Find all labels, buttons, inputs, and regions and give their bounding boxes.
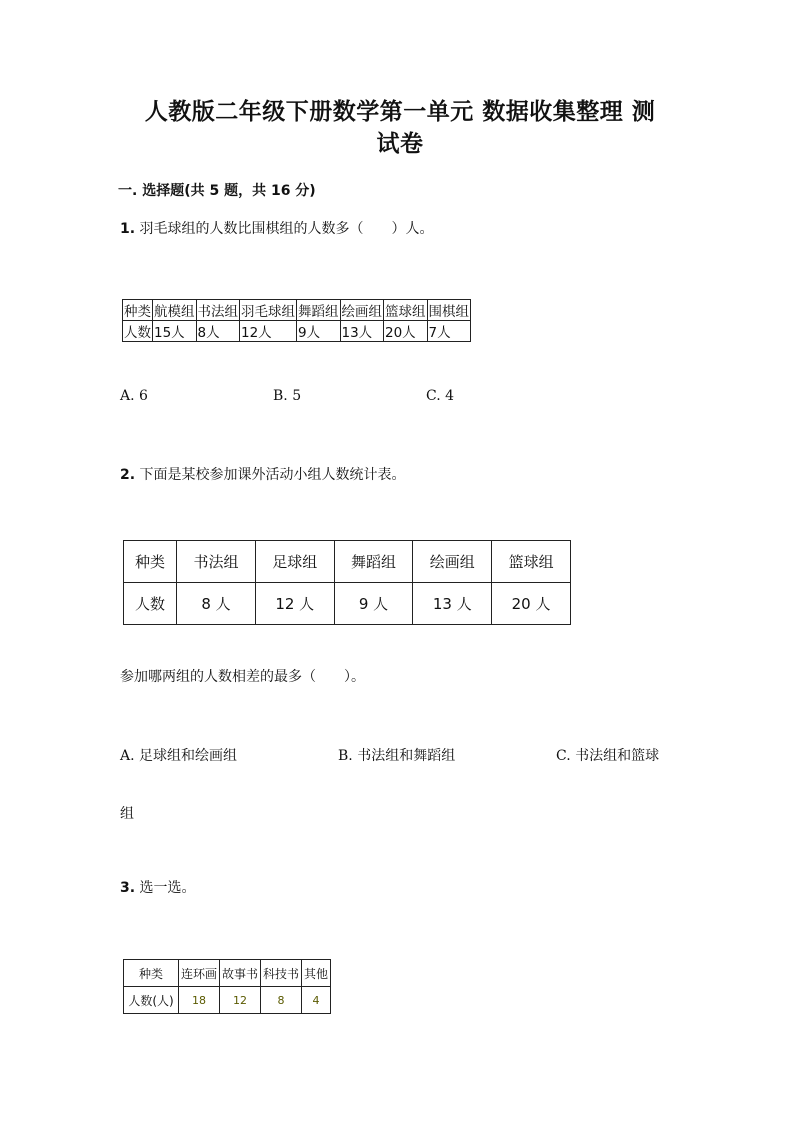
table-cell: 人数 <box>124 583 177 625</box>
title-line-1: 人教版二年级下册数学第一单元 数据收集整理 测 <box>144 99 656 125</box>
table-cell: 科技书 <box>261 960 302 987</box>
section-heading: 一. 选择题(共 5 题，共 16 分) <box>118 183 316 199</box>
table-cell: 围棋组 <box>427 300 471 321</box>
question-1-option-b[interactable]: B. 5 <box>273 388 302 404</box>
table-cell: 12人 <box>240 321 297 342</box>
question-1 <box>120 219 434 239</box>
table-header-row <box>124 960 331 987</box>
table-cell: 绘画组 <box>340 300 384 321</box>
table-cell: 故事书 <box>220 960 261 987</box>
page-title <box>100 96 700 160</box>
table-cell: 8 人 <box>177 583 256 625</box>
table-cell: 航模组 <box>153 300 197 321</box>
question-3 <box>120 878 196 898</box>
table-row <box>124 987 331 1014</box>
question-1-option-c[interactable]: C. 4 <box>426 388 455 404</box>
table-cell: 人数(人) <box>124 987 179 1014</box>
table-cell: 舞蹈组 <box>297 300 341 321</box>
table-cell: 种类 <box>124 960 179 987</box>
table-cell: 8人 <box>196 321 240 342</box>
table-cell: 篮球组 <box>492 541 571 583</box>
question-1-text: 羽毛球组的人数比围棋组的人数多（ ）人。 <box>139 221 434 237</box>
table-row <box>123 321 471 342</box>
question-3-text: 选一选。 <box>139 880 196 896</box>
table-cell: 其他 <box>302 960 331 987</box>
question-1-table <box>122 299 471 342</box>
table-cell: 9人 <box>297 321 341 342</box>
question-2-option-c[interactable]: C. 书法组和篮球 <box>556 748 660 764</box>
question-3-number: 3. <box>120 880 136 896</box>
table-cell: 12 人 <box>255 583 334 625</box>
table-cell: 8 <box>261 987 302 1014</box>
question-2-number: 2. <box>120 467 136 483</box>
table-cell: 书法组 <box>196 300 240 321</box>
table-cell: 18 <box>179 987 220 1014</box>
table-cell: 4 <box>302 987 331 1014</box>
table-cell: 13 人 <box>413 583 492 625</box>
title-line-2: 试卷 <box>376 131 424 157</box>
question-2-option-c-wrap: 组 <box>120 806 134 822</box>
table-cell: 羽毛球组 <box>240 300 297 321</box>
table-cell: 20人 <box>384 321 428 342</box>
table-cell: 种类 <box>124 541 177 583</box>
table-cell: 连环画 <box>179 960 220 987</box>
question-2-text: 下面是某校参加课外活动小组人数统计表。 <box>139 467 406 483</box>
question-2-table <box>123 540 571 625</box>
question-1-option-a[interactable]: A. 6 <box>120 388 148 404</box>
table-cell: 篮球组 <box>384 300 428 321</box>
table-cell: 舞蹈组 <box>334 541 413 583</box>
question-1-number: 1. <box>120 221 136 237</box>
table-header-row <box>123 300 471 321</box>
table-cell: 绘画组 <box>413 541 492 583</box>
table-cell: 种类 <box>123 300 153 321</box>
table-cell: 足球组 <box>255 541 334 583</box>
table-cell: 9 人 <box>334 583 413 625</box>
table-cell: 人数 <box>123 321 153 342</box>
table-cell: 7人 <box>427 321 471 342</box>
table-cell: 13人 <box>340 321 384 342</box>
table-cell: 20 人 <box>492 583 571 625</box>
question-3-table <box>123 959 331 1014</box>
table-cell: 12 <box>220 987 261 1014</box>
question-2-option-a[interactable]: A. 足球组和绘画组 <box>120 748 238 764</box>
table-header-row <box>124 541 571 583</box>
table-row <box>124 583 571 625</box>
question-2-prompt: 参加哪两组的人数相差的最多（ ）。 <box>120 669 365 685</box>
question-2-option-b[interactable]: B. 书法组和舞蹈组 <box>338 748 456 764</box>
question-2 <box>120 465 406 485</box>
table-cell: 书法组 <box>177 541 256 583</box>
table-cell: 15人 <box>153 321 197 342</box>
